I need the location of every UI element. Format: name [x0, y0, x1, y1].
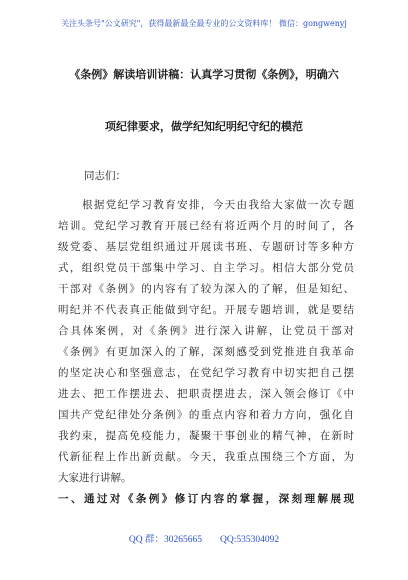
section-heading: 一、通过对《条例》修订内容的掌握，深刻理解展现	[58, 493, 354, 505]
body-line: 大家进行讲解。	[58, 472, 132, 484]
body-line: 的坚定决心和坚强意志，在党纪学习教育中切实把自己摆	[58, 367, 354, 379]
body-line: 明纪并不代表真正能做到守纪。开展专题培训，就是要结	[58, 304, 354, 316]
body-line: 《条例》有更加深入的了解，深刻感受到党推进自我革命	[58, 346, 354, 358]
document-title-line-2: 项纪律要求，做学纪知纪明纪守纪的模范	[105, 120, 303, 133]
body-line: 我约束，提高免疫能力，凝聚干事创业的精气神，在新时	[58, 430, 354, 442]
qq-group-number: QQ 群：30265665	[128, 535, 202, 545]
body-line: 国共产党纪律处分条例》的重点内容和着力方向，强化自	[58, 409, 354, 421]
body-line: 式，组织党员干部集中学习、自主学习。相信大部分党员	[58, 262, 354, 274]
body-line: 合具体案例，对《条例》进行深入讲解，让党员干部对	[58, 325, 354, 337]
footer-contact	[0, 531, 408, 545]
body-line: 代新征程上作出新贡献。今天，我重点围绕三个方面，为	[58, 451, 354, 463]
header-note: 关注头条号"公文研究"，获得最新最全最专业的公文资料库！ 微信：gongwenyj	[61, 19, 347, 28]
salutation: 同志们：	[84, 170, 126, 182]
body-line: 干部对《条例》的内容有了较为深入的了解，但是知纪、	[58, 283, 354, 295]
body-line: 级党委、基层党组织通过开展读书班、专题研讨等多种方	[58, 241, 354, 253]
body-line: 根据党纪学习教育安排，今天由我给大家做一次专题	[82, 199, 354, 211]
body-line: 培训。党纪学习教育开展已经有将近两个月的时间了，各	[58, 220, 354, 232]
qq-number: QQ:535304092	[219, 535, 280, 545]
document-title-line-1: 《条例》解读培训讲稿：认真学习贯彻《条例》，明确六	[69, 68, 339, 81]
body-line: 进去、把工作摆进去、把职责摆进去，深入领会修订《中	[58, 388, 354, 400]
